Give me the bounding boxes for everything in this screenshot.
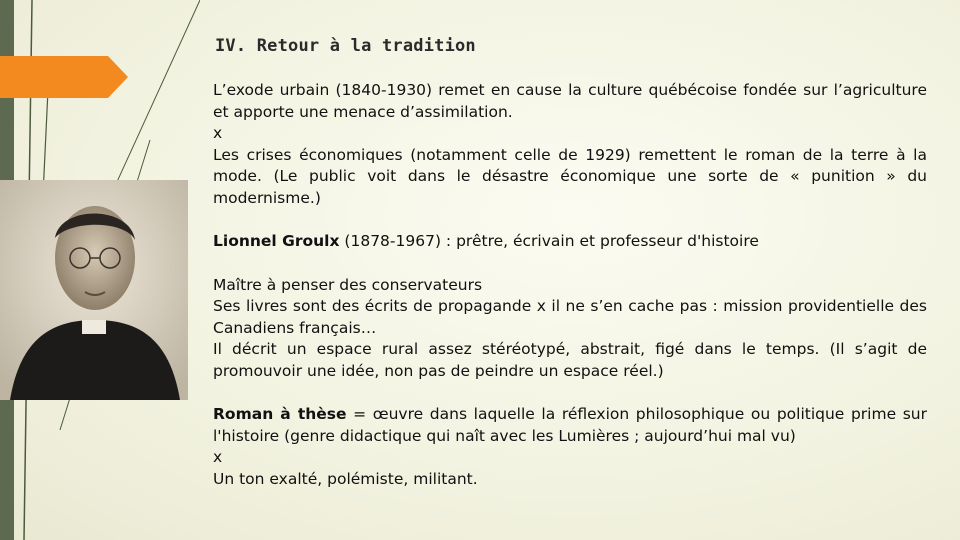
maitre-text: Maître à penser des conservateurs — [213, 275, 483, 294]
espace-rural-text: Il décrit un espace rural assez stéréotypé, abstrait, figé dans le temps. (Il s’agit de promouvoir une idée, non pas de peindre un espace réel.) — [213, 340, 927, 380]
orange-accent-tab — [0, 56, 128, 98]
slide-title: IV. Retour à la tradition — [215, 36, 476, 56]
crises-text: Les crises économiques (notamment celle de 1929) remettent le roman de la terre à la mode. (Le public voit dans le désastre économique une sorte de « punition » du modernisme.) — [213, 145, 927, 207]
separator-x: x — [213, 448, 223, 466]
section-maitre — [213, 275, 927, 383]
roman-these-term: Roman à thèse — [213, 405, 347, 423]
section-roman-these — [213, 404, 927, 490]
portrait-photo — [0, 180, 188, 400]
section-groulx — [213, 231, 927, 253]
groulx-name: Lionnel Groulx — [213, 232, 340, 250]
section-exode — [213, 80, 927, 209]
groulx-description: (1878-1967) : prêtre, écrivain et professeur d'histoire — [339, 232, 759, 250]
separator-x: x — [213, 124, 223, 142]
ton-text: Un ton exalté, polémiste, militant. — [213, 469, 478, 488]
exode-text: L’exode urbain (1840-1930) remet en cause la culture québécoise fondée sur l’agriculture et apporte une menace d’assimilation. — [213, 81, 927, 121]
slide-content — [213, 80, 927, 490]
roman-these-definition: = œuvre dans laquelle la réflexion philosophique ou politique prime sur l'histoire (genre didactique qui naît avec les Lumières ; aujourd’hui mal vu) — [213, 405, 927, 445]
livres-text: Ses livres sont des écrits de propagande x il ne s’en cache pas : mission providentielle des Canadiens français… — [213, 297, 927, 337]
